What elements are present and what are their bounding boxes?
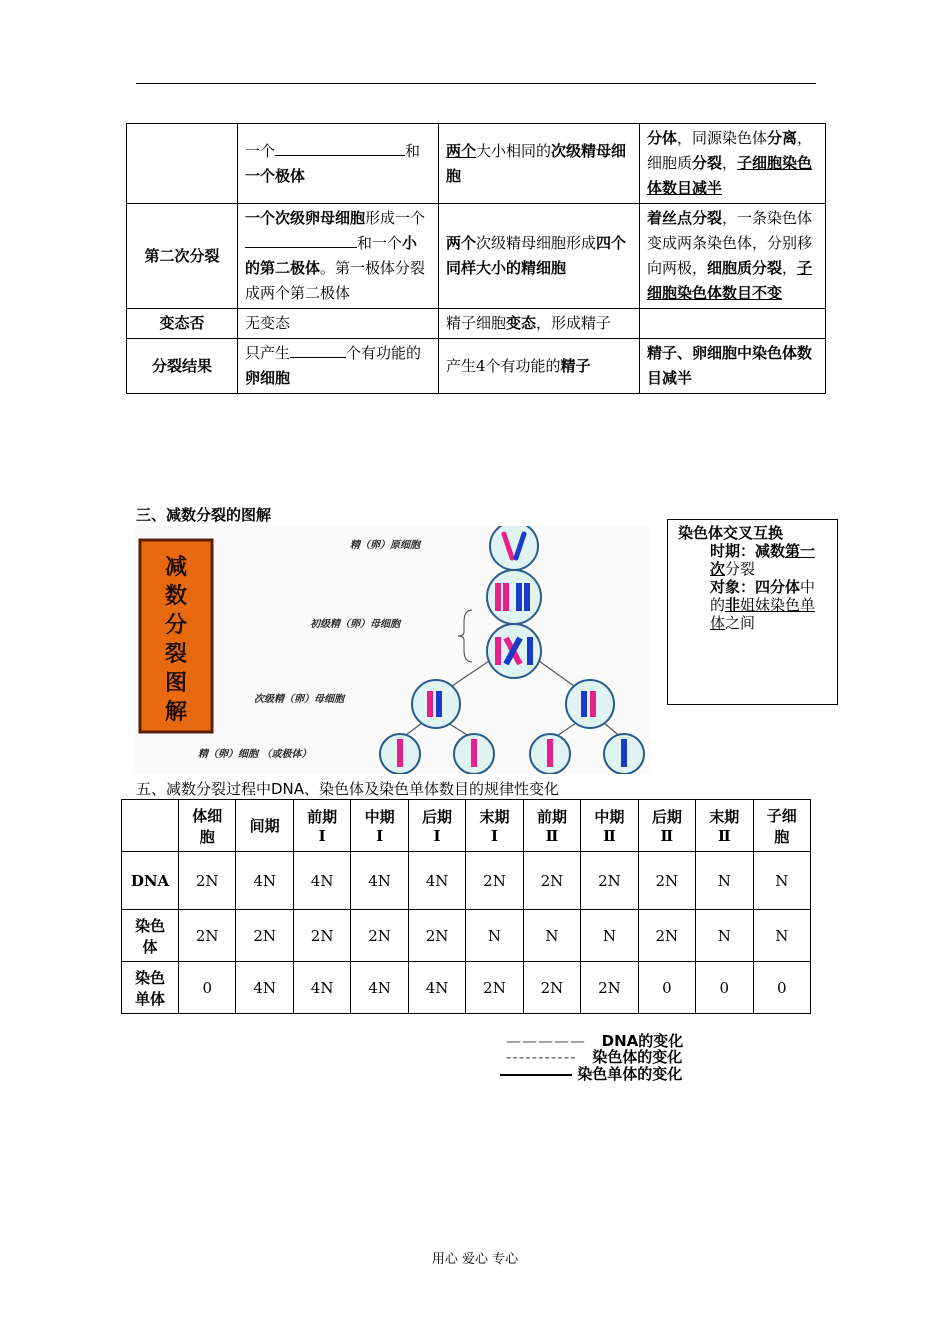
cell-final-4 [604, 734, 644, 774]
label-primary-cell: 初级精（卵）母细胞 [310, 619, 400, 630]
svg-text:数: 数 [164, 583, 188, 609]
row-label: 染色 体 [122, 910, 179, 962]
col-header: 后期 Ⅱ [638, 800, 695, 852]
legend-dna: ————— DNA的变化 [506, 1032, 684, 1050]
table-header-row [122, 800, 811, 852]
table-row: 第二次分裂 一个次级卵母细胞形成一个和一个小的第二极体。第一极体分裂成两个第二极体 两个次级精母细胞形成四个同样大小的精细胞 着丝点分裂，一条染色体变成两条染色体，分别移向两极，细胞质分裂，子细胞染色体数目不变 [127, 204, 826, 309]
col-header: 末期 Ⅰ [466, 800, 523, 852]
legend-chromatid: 染色单体的变化 [500, 1063, 682, 1084]
cell-secondary-left [412, 680, 460, 728]
chromosome-count-table [121, 799, 811, 1014]
section-title: 三、减数分裂的图解 [136, 506, 272, 524]
col-header: 子细 胞 [753, 800, 810, 852]
col-header: 前期 Ⅰ [293, 800, 350, 852]
solid-line-swatch [500, 1074, 572, 1076]
row-label: 染色 单体 [122, 962, 179, 1014]
cell-text: 一个 [245, 141, 276, 160]
col-header: 体细 胞 [179, 800, 236, 852]
col-header: 间期 [236, 800, 293, 852]
cell-final-2 [454, 734, 494, 774]
table-row: DNA 2N 4N 4N 4N 4N 2N 2N 2N 2N N N [122, 852, 811, 910]
row-label: 变态否 [127, 309, 238, 339]
row-label: 分裂结果 [127, 339, 238, 394]
crossover-note-box: 染色体交叉互换 时期：减数第一次分裂 对象：四分体中的非姐妹染色单体之间 [667, 519, 838, 705]
cell-primary-a [487, 570, 541, 624]
legend-chromosome: ----------- 染色体的变化 [506, 1048, 683, 1066]
meiosis-comparison-table [126, 123, 826, 394]
col-header: 后期 Ⅰ [408, 800, 465, 852]
cell-final-1 [380, 734, 420, 774]
table-row: 一个 和 一个极体 两个大小相同的次级精母细胞 分体，同源染色体分离，细胞质分裂，子细胞染色体数目减半 [127, 124, 826, 204]
section-title: 五、减数分裂过程中DNA、染色体及染色单体数目的规律性变化 [136, 780, 560, 798]
meiosis-diagram [134, 526, 650, 774]
cell-secondary-right [566, 680, 614, 728]
cell-primary-b [487, 624, 541, 678]
fill-blank [290, 343, 346, 358]
header-rule [136, 83, 816, 84]
svg-text:分: 分 [164, 612, 188, 638]
cell-original [490, 526, 538, 570]
table-row: 分裂结果 只产生 个有功能的卵细胞 产生4个有功能的精子 精子、卵细胞中染色体数目减半 [127, 339, 826, 394]
label-secondary-cell: 次级精（卵）母细胞 [254, 694, 344, 705]
page-footer: 用心 爱心 专心 [431, 1252, 519, 1267]
svg-text:裂: 裂 [164, 641, 188, 667]
fill-blank [275, 141, 405, 156]
table-row: 变态否 无变态 精子细胞变态，形成精子 [127, 309, 826, 339]
fill-blank [245, 233, 357, 248]
svg-text:解: 解 [164, 699, 188, 725]
col-header: 中期 Ⅰ [351, 800, 408, 852]
label-original-cell: 精（卵）原细胞 [350, 540, 420, 551]
svg-text:减: 减 [164, 554, 188, 580]
col-header: 末期 Ⅱ [696, 800, 753, 852]
table-row: 染色 体 2N 2N 2N 2N 2N N N N 2N N N [122, 910, 811, 962]
cell-final-3 [530, 734, 570, 774]
col-header: 中期 Ⅱ [581, 800, 638, 852]
svg-text:图: 图 [164, 670, 188, 696]
crossover-title: 染色体交叉互换 [678, 524, 784, 542]
table-row: 染色 单体 0 4N 4N 4N 4N 2N 2N 2N 0 0 0 [122, 962, 811, 1014]
row-label: 第二次分裂 [127, 204, 238, 309]
col-header: 前期 Ⅱ [523, 800, 580, 852]
label-final-cell: 精（卵）细胞 （或极体） [198, 749, 312, 760]
row-label: DNA [122, 852, 179, 910]
